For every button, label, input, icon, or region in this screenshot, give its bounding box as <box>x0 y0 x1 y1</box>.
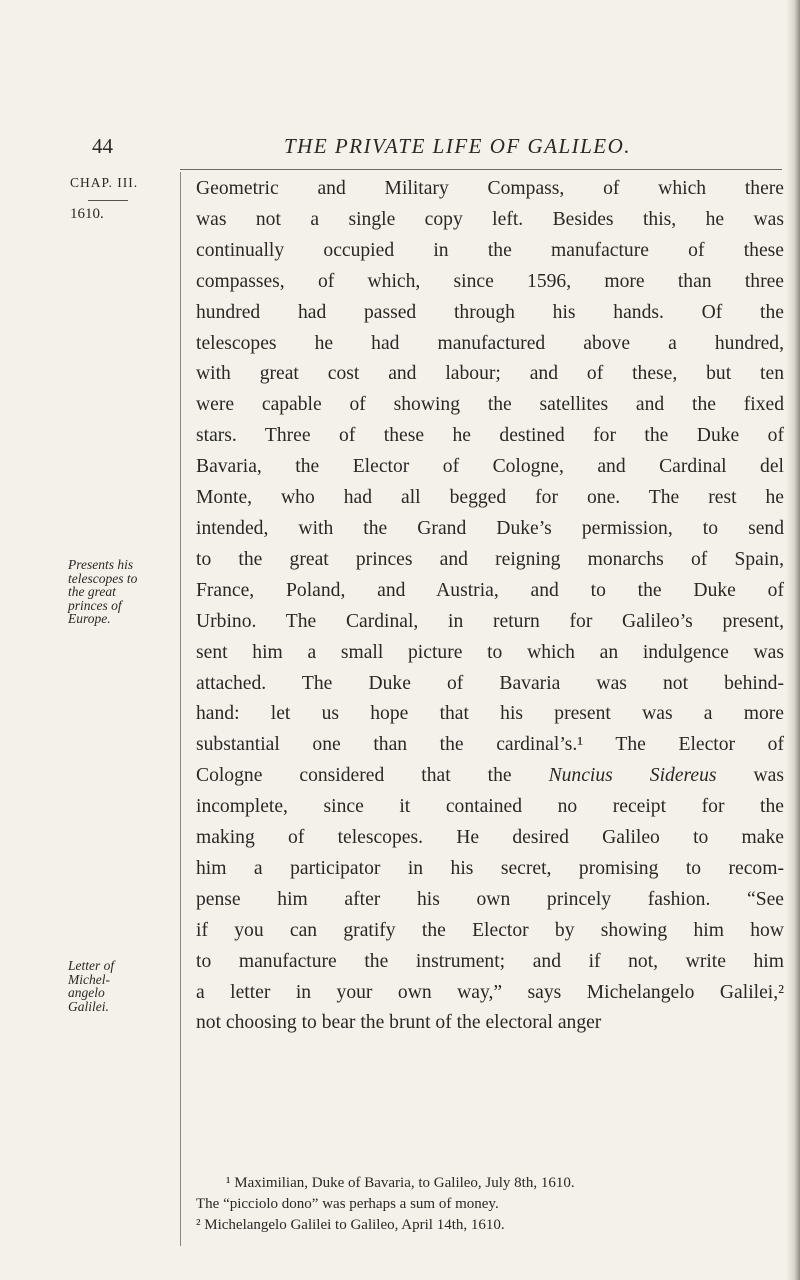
body-line: him a participator in his secret, promising to recom- <box>196 857 784 879</box>
chapter-text: CHAP. III. <box>70 175 139 190</box>
page-number: 44 <box>92 134 113 158</box>
body-line: attached. The Duke of Bavaria was not behind- <box>196 672 784 694</box>
header-rule <box>180 169 782 170</box>
body-line: Geometric and Military Compass, of which there <box>196 178 784 199</box>
body-line: were capable of showing the satellites and the fixed <box>196 394 784 416</box>
margin-note-line: Galilei. <box>68 998 109 1014</box>
page-header <box>0 134 800 164</box>
margin-year: 1610. <box>70 206 104 222</box>
body-line: Cologne considered that the Nuncius Sidereus was <box>196 765 784 787</box>
chapter-label <box>70 175 212 191</box>
book-title: Nuncius Sidereus <box>548 765 717 787</box>
page-edge-shadow <box>786 0 800 1280</box>
margin-note-line: telescopes to <box>68 570 138 586</box>
footnote-2: ² Michelangelo Galilei to Galileo, April 14th, 1610. <box>196 1217 505 1233</box>
chapter-underline <box>88 200 128 201</box>
body-line: continually occupied in the manufacture of these <box>196 239 784 261</box>
margin-note-line: princes of <box>68 597 122 613</box>
body-line: hundred had passed through his hands. Of the <box>196 301 784 323</box>
footnotes <box>196 1173 784 1236</box>
margin-note-line: Presents his <box>68 557 134 572</box>
margin-note-line: Europe. <box>68 611 111 626</box>
body-line: stars. Three of these he destined for the Duke of <box>196 425 784 447</box>
footnote-1: ¹ Maximilian, Duke of Bavaria, to Galileo, July 8th, 1610. <box>226 1175 575 1191</box>
body-line: telescopes he had manufactured above a hundred, <box>196 332 784 354</box>
footnote-1-continued: The “picciolo dono” was perhaps a sum of money. <box>196 1196 499 1212</box>
body-line: a letter in your own way,” says Michelangelo Galilei,² <box>196 981 784 1003</box>
body-line: Urbino. The Cardinal, in return for Galileo’s present, <box>196 610 784 632</box>
margin-note-line: angelo <box>68 985 105 1000</box>
margin-note-line: Letter of <box>68 958 115 973</box>
margin-divider <box>180 172 181 1246</box>
body-line: not choosing to bear the brunt of the electoral anger <box>196 1012 602 1034</box>
running-head: THE PRIVATE LIFE OF GALILEO. <box>284 134 632 158</box>
body-text <box>196 174 784 1039</box>
body-line: compasses, of which, since 1596, more than three <box>196 270 784 292</box>
body-line: Bavaria, the Elector of Cologne, and Cardinal del <box>196 456 784 478</box>
margin-note-letter <box>68 959 168 1013</box>
body-line: if you can gratify the Elector by showing him how <box>196 919 784 941</box>
body-line: with great cost and labour; and of these, but ten <box>196 363 784 385</box>
margin-note-line: Michel- <box>68 971 110 987</box>
body-line: pense him after his own princely fashion. “See <box>196 888 784 910</box>
margin-note-presents <box>68 558 168 626</box>
body-line: Monte, who had all begged for one. The rest he <box>196 487 784 509</box>
body-line: to the great princes and reigning monarchs of Spain, <box>196 548 784 570</box>
body-line: was not a single copy left. Besides this, he was <box>196 208 784 230</box>
margin-note-line: the great <box>68 584 116 599</box>
body-line: intended, with the Grand Duke’s permission, to send <box>196 517 784 539</box>
body-line: to manufacture the instrument; and if not, write him <box>196 950 784 972</box>
body-line: making of telescopes. He desired Galileo to make <box>196 827 784 849</box>
body-line: hand: let us hope that his present was a more <box>196 703 784 725</box>
body-line: France, Poland, and Austria, and to the Duke of <box>196 579 784 601</box>
body-line: incomplete, since it contained no receipt for the <box>196 796 784 818</box>
body-line: sent him a small picture to which an indulgence was <box>196 641 784 663</box>
body-line: substantial one than the cardinal’s.¹ The Elector of <box>196 734 784 756</box>
